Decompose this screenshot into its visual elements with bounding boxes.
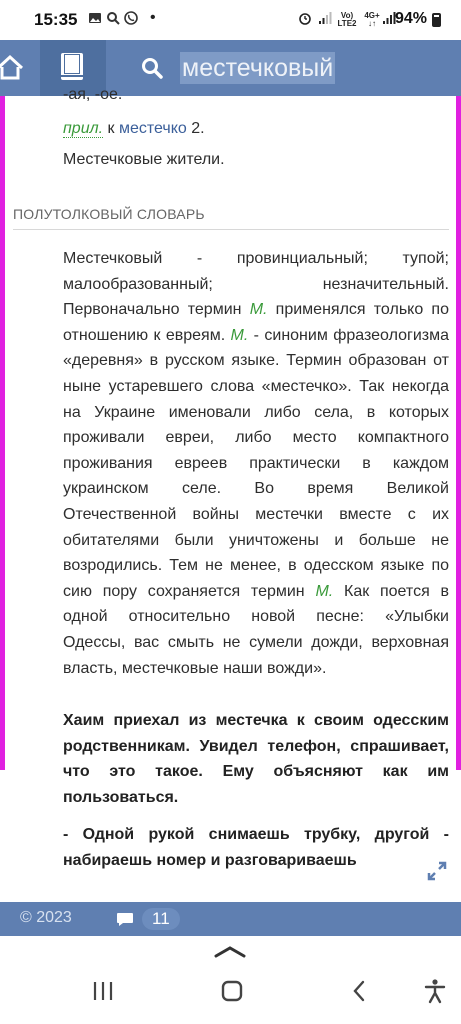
page-footer xyxy=(0,902,461,936)
home-nav-icon[interactable] xyxy=(220,978,244,1004)
comment-icon[interactable] xyxy=(116,912,134,927)
abbr-m-2: М. xyxy=(230,326,249,344)
left-accent-border xyxy=(0,96,5,770)
section-title: ПОЛУТОЛКОВЫЙ СЛОВАРЬ xyxy=(13,206,205,222)
part-of-speech-abbr[interactable]: прил. xyxy=(63,120,104,137)
anecdote-paragraph-2: - Одной рукой снимаешь трубку, другой - набираешь номер и разговариваешь xyxy=(63,826,449,869)
home-button[interactable] xyxy=(0,40,36,96)
gallery-notification-icon xyxy=(88,11,102,28)
battery-icon xyxy=(432,13,441,27)
status-time: 15:35 xyxy=(34,10,78,29)
signal-2-icon xyxy=(382,11,396,28)
expand-icon[interactable] xyxy=(426,860,448,882)
network-4g-indicator: 4G+ ↓↑ xyxy=(364,11,380,28)
definition-line xyxy=(63,120,205,138)
search-icon[interactable] xyxy=(140,56,164,80)
comments-count-badge[interactable]: 11 xyxy=(142,908,180,930)
viber-notification-icon xyxy=(124,11,138,28)
right-accent-border xyxy=(456,96,461,770)
recent-apps-icon[interactable] xyxy=(92,978,114,1004)
word-forms: -ая, -ое. xyxy=(63,86,123,103)
copyright-text: © 2023 xyxy=(20,909,72,926)
abbr-m-3: М. xyxy=(315,582,334,600)
battery-percentage: 94% xyxy=(394,10,427,27)
volte-indicator: Vo) LTE2 xyxy=(337,11,357,28)
reference-link[interactable]: местечко xyxy=(118,120,187,137)
accessibility-icon[interactable] xyxy=(424,978,446,1004)
dot-notification-icon: • xyxy=(150,9,156,26)
search-query[interactable]: местечковый xyxy=(182,54,334,82)
reference-number: 2. xyxy=(191,120,205,137)
home-icon xyxy=(0,40,36,96)
status-bar xyxy=(0,0,461,40)
system-navigation-bar xyxy=(0,936,461,1024)
usage-example: Местечковые жители. xyxy=(63,151,225,168)
signal-1-icon xyxy=(318,11,332,28)
search-notification-icon xyxy=(106,11,120,28)
chevron-up-icon[interactable] xyxy=(212,944,248,958)
anecdote-paragraph-1: Хаим приехал из местечка к своим одесским родственникам. Увидел телефон, спрашивает, что это такое. Ему объясняют как им пользоваться. xyxy=(63,712,449,806)
section-divider xyxy=(13,229,449,230)
back-icon[interactable] xyxy=(350,978,368,1004)
definition-paragraph: Местечковый - провинциальный; тупой; малообразованный; незначительный. Первоначально термин М. применялся только по отношению к евреям. М. - синоним фразеологизма «деревня» в русском языке. Термин образован от ныне устаревшего слова «местечко». Так некогда на Украине именовали либо села, в которых проживали евреи, либо место компактного проживания евреев практически в каждом украинском селе. Во время Великой Отечественной войны местечки вместе с их обитателями были уничтожены и больше не возродились. Тем не менее, в одесском языке по сию пору сохраняется термин М. Как поется в одной относительно новой песне: «Улыбки Одессы, вас смыть не сумели дожди, верховная власть, местечковые наши вожди». xyxy=(63,250,450,677)
alarm-icon xyxy=(298,11,312,28)
preposition: к xyxy=(107,120,115,137)
abbr-m-1: М. xyxy=(249,301,268,319)
